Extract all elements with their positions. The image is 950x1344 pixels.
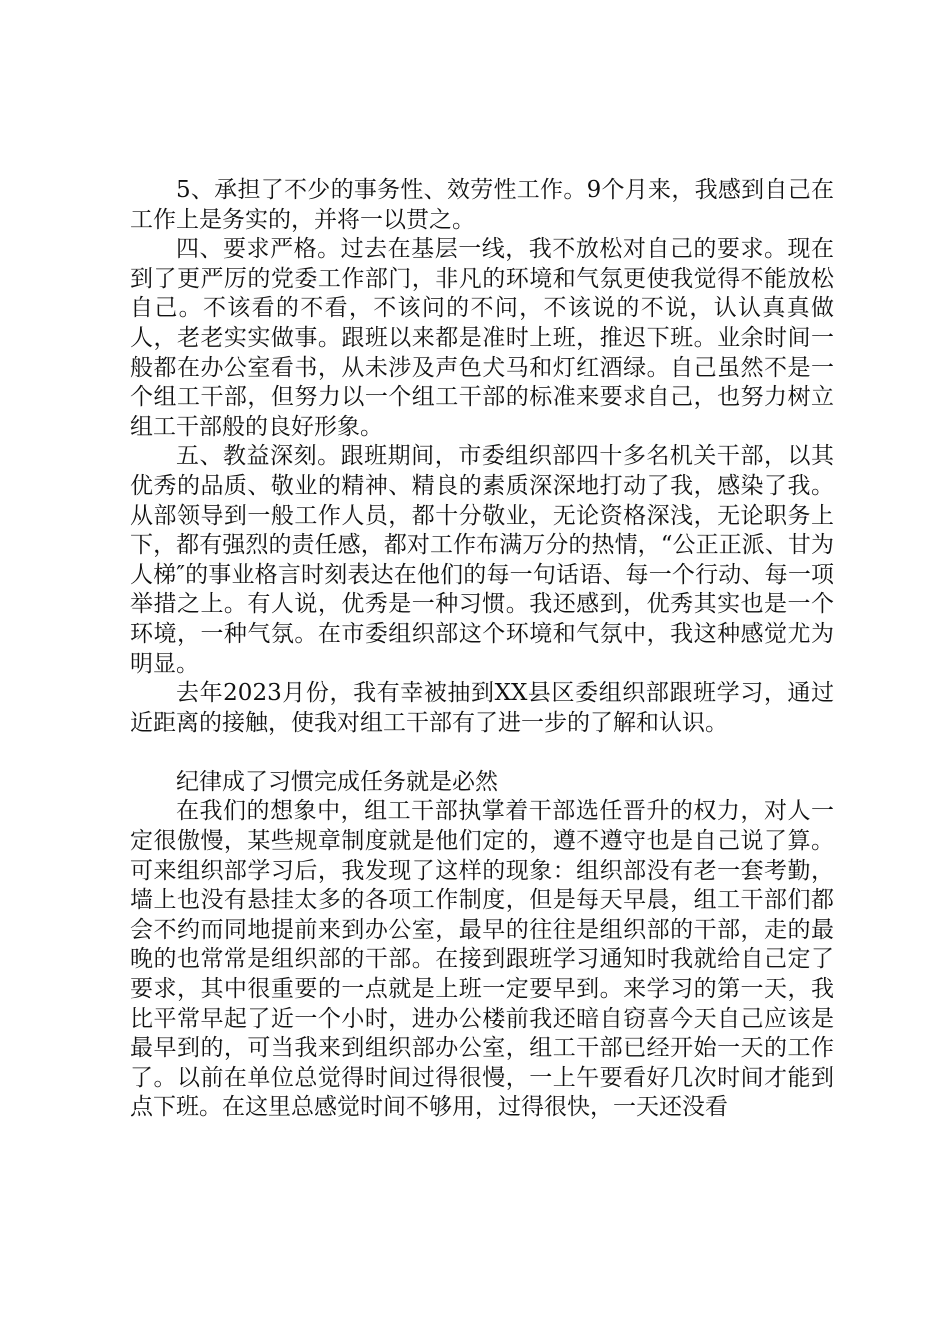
document-body [130, 176, 834, 1123]
section-heading: 纪律成了习惯完成任务就是必然 [176, 768, 498, 795]
paragraph-imagination: 在我们的想象中，组工干部执掌着干部选任晋升的权力，对人一定很傲慢，某些规章制度就是他们定的，遵不遵守也是自己说了算。可来组织部学习后，我发现了这样的现象：组织部没有老一套考勤，墙上也没有悬挂太多的各项工作制度，但是每天早晨，组工干部们都会不约而同地提前来到办公室，最早的往往是组织部的干部，走的最晚的也常常是组织部的干部。在接到跟班学习通知时我就给自己定了要求，其中很重要的一点就是上班一定要早到。来学习的第一天，我比平常早起了近一个小时，进办公楼前我还暗自窃喜今天自己应该是最早到的，可当我来到组织部办公室，组工干部已经开始一天的工作了。以前在单位总觉得时间过得很慢，一上午要看好几次时间才能到点下班。在这里总感觉时间不够用，过得很快，一天还没看 [130, 798, 834, 1121]
paragraph-section-4-strict-requirements: 四、要求严格。过去在基层一线，我不放松对自己的要求。现在到了更严厉的党委工作部门，非凡的环境和气氛更使我觉得不能放松自己。不该看的不看，不该问的不问，不该说的不说，认认真真做人，老老实实做事。跟班以来都是准时上班，推迟下班。业余时间一般都在办公室看书，从未涉及声色犬马和灯红酒绿。自己虽然不是一个组工干部，但努力以一个组工干部的标准来要求自己，也努力树立组工干部般的良好形象。 [130, 236, 834, 440]
paragraph-section-5-deep-lessons: 五、教益深刻。跟班期间，市委组织部四十多名机关干部，以其优秀的品质、敬业的精神、精良的素质深深地打动了我，感染了我。从部领导到一般工作人员，都十分敬业，无论资格深浅，无论职务上下，都有强烈的责任感，都对工作布满万分的热情，“公正正派、甘为人梯″的事业格言时刻表达在他们的每一句话语、每一个行动、每一项举措之上。有人说，优秀是一种习惯。我还感到，优秀其实也是一个环境，一种气氛。在市委组织部这个环境和气氛中，我这种感觉尤为明显。 [130, 443, 834, 677]
paragraph-item-5: 5、承担了不少的事务性、效劳性工作。9个月来，我感到自己在工作上是务实的，并将一以贯之。 [130, 177, 834, 233]
paragraph-intro-last-year: 去年2023月份，我有幸被抽到XX县区委组织部跟班学习，通过近距离的接触，使我对组工干部有了进一步的了解和认识。 [130, 680, 834, 736]
